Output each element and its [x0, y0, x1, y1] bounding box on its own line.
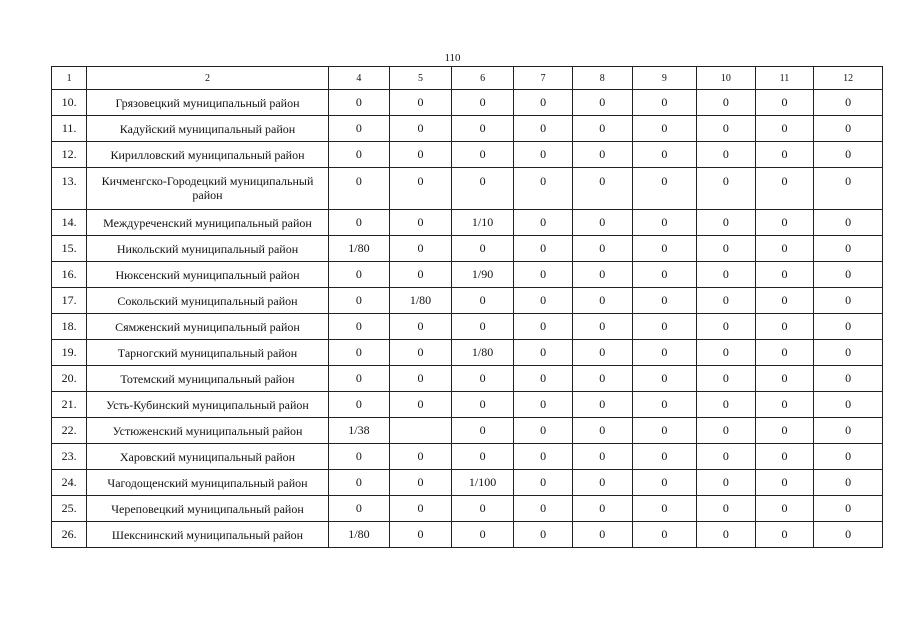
header-cell: 12: [814, 67, 883, 90]
row-number: 15.: [52, 236, 87, 262]
value-cell: 0: [814, 470, 883, 496]
district-name: Сямженский муниципальный район: [87, 314, 328, 340]
header-cell: 5: [390, 67, 452, 90]
header-cell: 6: [451, 67, 514, 90]
value-cell: 0: [328, 470, 390, 496]
value-cell: 0: [632, 496, 697, 522]
value-cell: 0: [755, 236, 814, 262]
header-cell: 8: [572, 67, 632, 90]
row-number: 11.: [52, 116, 87, 142]
value-cell: 0: [328, 168, 390, 210]
district-name: Никольский муниципальный район: [87, 236, 328, 262]
value-cell: 0: [632, 262, 697, 288]
district-name: Шекснинский муниципальный район: [87, 522, 328, 548]
value-cell: 0: [514, 522, 573, 548]
value-cell: 0: [632, 522, 697, 548]
value-cell: 0: [572, 90, 632, 116]
value-cell: 0: [697, 470, 756, 496]
header-cell: 7: [514, 67, 573, 90]
value-cell: 0: [632, 142, 697, 168]
value-cell: 0: [572, 470, 632, 496]
value-cell: 0: [451, 314, 514, 340]
value-cell: 0: [572, 522, 632, 548]
value-cell: 0: [514, 168, 573, 210]
value-cell: 0: [632, 392, 697, 418]
value-cell: 0: [328, 90, 390, 116]
value-cell: 0: [697, 366, 756, 392]
value-cell: 0: [697, 90, 756, 116]
value-cell: 0: [328, 116, 390, 142]
value-cell: 0: [451, 90, 514, 116]
header-cell: 4: [328, 67, 390, 90]
value-cell: 0: [814, 142, 883, 168]
value-cell: 0: [328, 496, 390, 522]
value-cell: 1/90: [451, 262, 514, 288]
value-cell: 0: [328, 142, 390, 168]
value-cell: [390, 418, 452, 444]
table-row: [52, 496, 883, 522]
value-cell: 0: [390, 142, 452, 168]
value-cell: 1/100: [451, 470, 514, 496]
district-name: Кичменгско-Городецкий муниципальный район: [87, 168, 328, 210]
value-cell: 0: [514, 444, 573, 470]
value-cell: 0: [632, 236, 697, 262]
district-name: Тотемский муниципальный район: [87, 366, 328, 392]
value-cell: 0: [632, 288, 697, 314]
value-cell: 0: [814, 444, 883, 470]
value-cell: 0: [514, 210, 573, 236]
value-cell: 0: [755, 90, 814, 116]
table-row: [52, 418, 883, 444]
value-cell: 1/80: [390, 288, 452, 314]
value-cell: 0: [451, 142, 514, 168]
value-cell: 0: [755, 142, 814, 168]
table-row: [52, 522, 883, 548]
value-cell: 0: [755, 210, 814, 236]
value-cell: 0: [390, 116, 452, 142]
value-cell: 1/10: [451, 210, 514, 236]
value-cell: 0: [814, 340, 883, 366]
value-cell: 0: [572, 496, 632, 522]
value-cell: 0: [451, 366, 514, 392]
value-cell: 0: [514, 288, 573, 314]
value-cell: 0: [632, 168, 697, 210]
value-cell: 0: [451, 522, 514, 548]
row-number: 24.: [52, 470, 87, 496]
header-cell: 2: [87, 67, 328, 90]
value-cell: 0: [451, 168, 514, 210]
value-cell: 0: [755, 168, 814, 210]
table-row: [52, 116, 883, 142]
district-name: Тарногский муниципальный район: [87, 340, 328, 366]
district-name: Харовский муниципальный район: [87, 444, 328, 470]
value-cell: 0: [390, 168, 452, 210]
value-cell: 0: [697, 116, 756, 142]
value-cell: 0: [572, 236, 632, 262]
district-name: Сокольский муниципальный район: [87, 288, 328, 314]
row-number: 21.: [52, 392, 87, 418]
table-row: [52, 444, 883, 470]
value-cell: 0: [390, 314, 452, 340]
value-cell: 0: [755, 522, 814, 548]
value-cell: 0: [390, 470, 452, 496]
value-cell: 0: [328, 288, 390, 314]
header-cell: 1: [52, 67, 87, 90]
value-cell: 0: [632, 314, 697, 340]
value-cell: 0: [390, 522, 452, 548]
value-cell: 0: [814, 236, 883, 262]
value-cell: 0: [632, 366, 697, 392]
table-row: [52, 392, 883, 418]
value-cell: 0: [755, 314, 814, 340]
value-cell: 0: [814, 116, 883, 142]
value-cell: 0: [572, 418, 632, 444]
value-cell: 0: [328, 314, 390, 340]
table-row: [52, 470, 883, 496]
value-cell: 0: [814, 288, 883, 314]
value-cell: 0: [451, 418, 514, 444]
row-number: 26.: [52, 522, 87, 548]
row-number: 14.: [52, 210, 87, 236]
value-cell: 0: [755, 340, 814, 366]
value-cell: 0: [755, 418, 814, 444]
table-body: [52, 90, 883, 548]
header-cell: 11: [755, 67, 814, 90]
table-row: [52, 262, 883, 288]
value-cell: 0: [814, 418, 883, 444]
value-cell: 0: [755, 366, 814, 392]
value-cell: 0: [514, 366, 573, 392]
row-number: 20.: [52, 366, 87, 392]
value-cell: 0: [814, 522, 883, 548]
row-number: 17.: [52, 288, 87, 314]
value-cell: 0: [632, 116, 697, 142]
value-cell: 0: [755, 116, 814, 142]
value-cell: 0: [572, 444, 632, 470]
district-name: Усть-Кубинский муниципальный район: [87, 392, 328, 418]
value-cell: 0: [514, 340, 573, 366]
value-cell: 0: [572, 366, 632, 392]
value-cell: 0: [514, 392, 573, 418]
district-name: Кирилловский муниципальный район: [87, 142, 328, 168]
value-cell: 0: [390, 90, 452, 116]
value-cell: 0: [814, 496, 883, 522]
value-cell: 0: [814, 262, 883, 288]
value-cell: 0: [755, 444, 814, 470]
value-cell: 0: [390, 366, 452, 392]
value-cell: 0: [514, 262, 573, 288]
value-cell: 0: [697, 288, 756, 314]
value-cell: 0: [632, 444, 697, 470]
value-cell: 0: [632, 90, 697, 116]
value-cell: 0: [632, 418, 697, 444]
value-cell: 1/80: [328, 522, 390, 548]
value-cell: 0: [697, 418, 756, 444]
value-cell: 0: [451, 236, 514, 262]
table-row: [52, 366, 883, 392]
value-cell: 0: [572, 168, 632, 210]
district-name: Кадуйский муниципальный район: [87, 116, 328, 142]
value-cell: 0: [451, 496, 514, 522]
value-cell: 0: [755, 392, 814, 418]
value-cell: 0: [451, 116, 514, 142]
value-cell: 1/80: [451, 340, 514, 366]
value-cell: 0: [697, 314, 756, 340]
value-cell: 0: [814, 314, 883, 340]
value-cell: 0: [697, 210, 756, 236]
value-cell: 0: [328, 444, 390, 470]
header-cell: 9: [632, 67, 697, 90]
value-cell: 0: [514, 142, 573, 168]
value-cell: 0: [572, 142, 632, 168]
district-name: Чагодощенский муниципальный район: [87, 470, 328, 496]
value-cell: 0: [390, 210, 452, 236]
district-table: [51, 66, 883, 548]
value-cell: 0: [814, 366, 883, 392]
row-number: 22.: [52, 418, 87, 444]
value-cell: 0: [514, 90, 573, 116]
value-cell: 0: [328, 366, 390, 392]
value-cell: 0: [755, 288, 814, 314]
row-number: 13.: [52, 168, 87, 210]
value-cell: 0: [328, 210, 390, 236]
value-cell: 0: [451, 444, 514, 470]
row-number: 12.: [52, 142, 87, 168]
value-cell: 0: [390, 340, 452, 366]
value-cell: 0: [328, 262, 390, 288]
value-cell: 0: [632, 470, 697, 496]
district-name: Череповецкий муниципальный район: [87, 496, 328, 522]
value-cell: 0: [514, 314, 573, 340]
value-cell: 0: [755, 496, 814, 522]
row-number: 18.: [52, 314, 87, 340]
district-name: Нюксенский муниципальный район: [87, 262, 328, 288]
value-cell: 0: [514, 236, 573, 262]
value-cell: 0: [572, 340, 632, 366]
value-cell: 0: [814, 90, 883, 116]
district-name: Устюженский муниципальный район: [87, 418, 328, 444]
value-cell: 1/80: [328, 236, 390, 262]
value-cell: 0: [697, 340, 756, 366]
page-number: 110: [444, 52, 461, 64]
value-cell: 0: [514, 116, 573, 142]
district-name: Грязовецкий муниципальный район: [87, 90, 328, 116]
value-cell: 0: [632, 340, 697, 366]
table-row: [52, 142, 883, 168]
header-row: [52, 67, 883, 90]
value-cell: 0: [514, 470, 573, 496]
value-cell: 0: [451, 392, 514, 418]
value-cell: 0: [572, 116, 632, 142]
value-cell: 0: [514, 418, 573, 444]
value-cell: 0: [390, 392, 452, 418]
table-row: [52, 168, 883, 210]
value-cell: 0: [572, 262, 632, 288]
value-cell: 0: [697, 262, 756, 288]
table-row: [52, 90, 883, 116]
row-number: 25.: [52, 496, 87, 522]
table-row: [52, 288, 883, 314]
value-cell: 0: [572, 288, 632, 314]
value-cell: 0: [572, 314, 632, 340]
value-cell: 0: [697, 392, 756, 418]
value-cell: 0: [755, 470, 814, 496]
table-row: [52, 314, 883, 340]
value-cell: 0: [451, 288, 514, 314]
value-cell: 0: [572, 210, 632, 236]
value-cell: 0: [697, 168, 756, 210]
value-cell: 0: [697, 142, 756, 168]
table-row: [52, 236, 883, 262]
row-number: 19.: [52, 340, 87, 366]
district-name: Междуреченский муниципальный район: [87, 210, 328, 236]
value-cell: 0: [390, 444, 452, 470]
value-cell: 1/38: [328, 418, 390, 444]
value-cell: 0: [697, 236, 756, 262]
value-cell: 0: [390, 236, 452, 262]
value-cell: 0: [697, 496, 756, 522]
value-cell: 0: [390, 496, 452, 522]
row-number: 16.: [52, 262, 87, 288]
value-cell: 0: [328, 340, 390, 366]
value-cell: 0: [390, 262, 452, 288]
value-cell: 0: [755, 262, 814, 288]
value-cell: 0: [697, 444, 756, 470]
row-number: 23.: [52, 444, 87, 470]
value-cell: 0: [697, 522, 756, 548]
value-cell: 0: [814, 210, 883, 236]
header-cell: 10: [697, 67, 756, 90]
table-row: [52, 210, 883, 236]
row-number: 10.: [52, 90, 87, 116]
value-cell: 0: [514, 496, 573, 522]
value-cell: 0: [814, 168, 883, 210]
value-cell: 0: [814, 392, 883, 418]
table-row: [52, 340, 883, 366]
value-cell: 0: [328, 392, 390, 418]
value-cell: 0: [572, 392, 632, 418]
value-cell: 0: [632, 210, 697, 236]
